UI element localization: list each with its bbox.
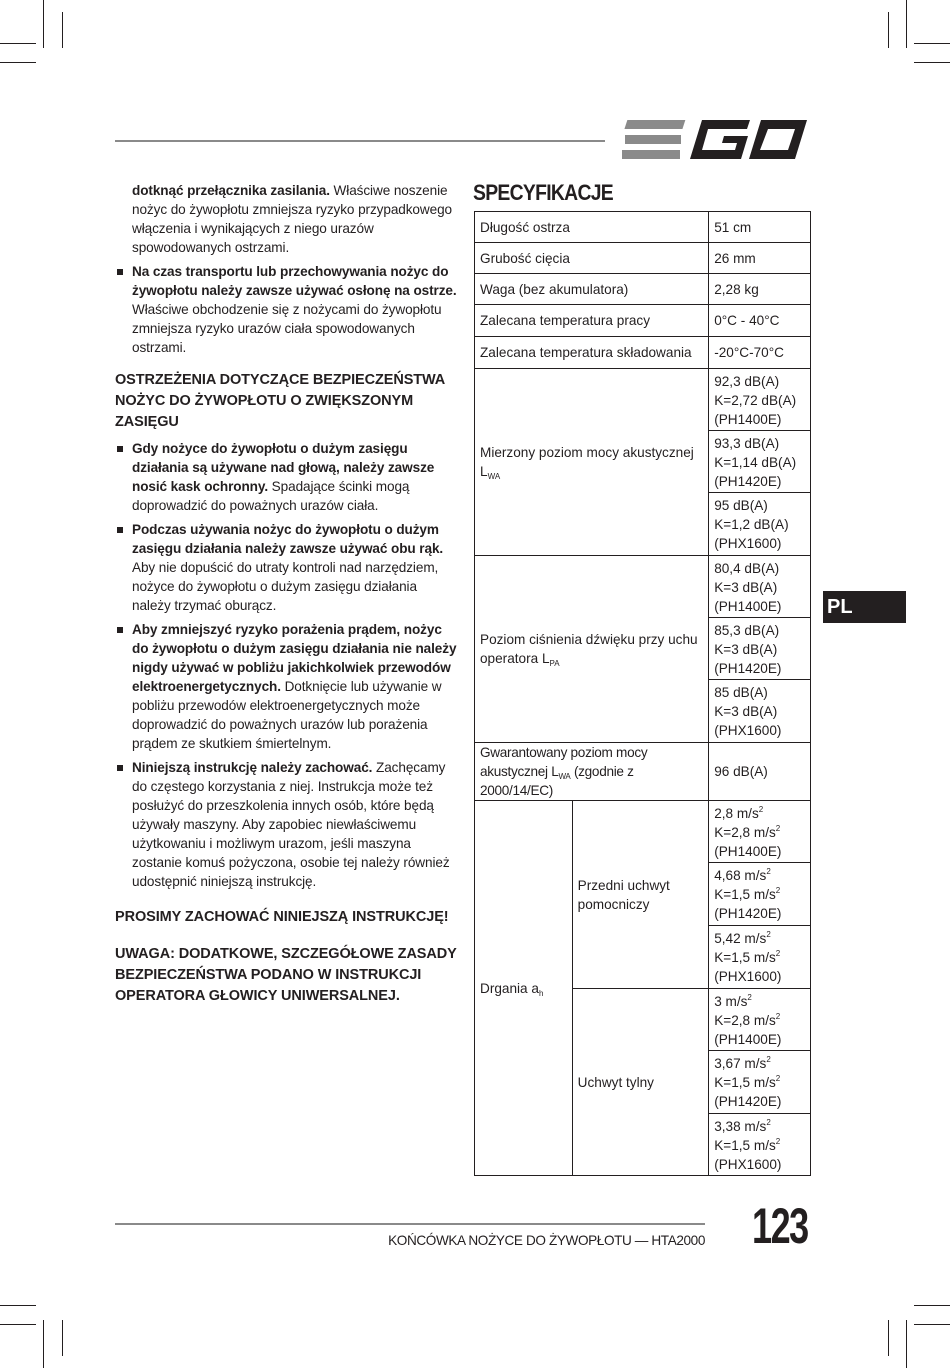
- unit-sup: 2: [766, 1055, 771, 1064]
- spec-value: [709, 618, 811, 680]
- spec-title: SPECYFIKACJE: [473, 180, 614, 205]
- spec-row: [475, 212, 811, 243]
- guaranteed-label-b: (zgodnie z 2000/14/EC): [480, 764, 634, 798]
- intro-text: Właściwe noszenie nożyc do żywopłotu zmniejsza ryzyko przypadkowego włączenia i wynikających z niego urazów spowodowanych ostrzami.: [132, 183, 452, 255]
- vibration-label-text: Drgania a: [480, 980, 539, 996]
- bullet-transport-bold: Na czas transportu lub przechowywania nożyc do żywopłotu należy zawsze używać osłonę na ostrze.: [132, 264, 457, 298]
- spec-value: 51 cm: [709, 212, 811, 243]
- intro-bold: dotknąć przełącznika zasilania.: [132, 183, 330, 198]
- unit-sup: 2: [775, 1011, 781, 1021]
- spec-value: [709, 863, 811, 926]
- intro-paragraph: [132, 181, 457, 257]
- value-text: 4,68 m/s: [714, 868, 767, 883]
- spec-label: Zalecana temperatura pracy: [475, 305, 709, 337]
- guaranteed-label: [475, 743, 709, 801]
- crop-mark: [914, 43, 950, 44]
- spec-row: [475, 274, 811, 305]
- language-tab: PL: [823, 591, 906, 623]
- unit-sup: 2: [775, 949, 781, 958]
- sound-power-label-text: Mierzony poziom mocy akustycznej L: [480, 445, 694, 479]
- value-line: (PH1400E): [714, 843, 782, 859]
- keep-instructions-heading: PROSIMY ZACHOWAĆ NINIEJSZĄ INSTRUKCJĘ!: [115, 909, 449, 925]
- value-text: 3,38 m/s: [714, 1118, 767, 1134]
- sound-power-label: [475, 369, 709, 556]
- value-text: 5,42 m/s: [714, 931, 767, 946]
- front-handle-label: Przedni uchwyt pomocniczy: [572, 801, 709, 989]
- value-line: K=3 dB(A): [714, 641, 778, 657]
- spec-value: 26 mm: [709, 243, 811, 274]
- section-heading: OSTRZEŻENIA DOTYCZĄCE BEZPIECZEŃSTWA NOŻYC DO ŻYWOPŁOTU O ZWIĘKSZONYM ZASIĘGU: [115, 372, 445, 430]
- value-line: 92,3 dB(A): [714, 373, 780, 389]
- spec-row: [475, 337, 811, 369]
- spec-value: [709, 1051, 811, 1114]
- guaranteed-label-sub: WA: [558, 772, 571, 781]
- spec-value: [709, 493, 811, 556]
- value-line: (PH1400E): [714, 1031, 782, 1047]
- crop-mark: [43, 0, 44, 48]
- bullet-transport-text: Właściwe obchodzenie się z nożycami do żywopłotu zmniejsza ryzyko urazów ciała spowodowanych ostrzami.: [132, 302, 442, 355]
- unit-sup: 2: [775, 886, 781, 895]
- unit-sup: 2: [747, 992, 752, 1002]
- crop-mark: [0, 1324, 36, 1325]
- value-line: [714, 804, 805, 823]
- spec-value: -20°C-70°C: [709, 337, 811, 369]
- crop-mark: [43, 1320, 44, 1368]
- crop-mark: [914, 1324, 950, 1325]
- value-line: 95 dB(A): [714, 498, 768, 513]
- spec-value: [709, 989, 811, 1051]
- crop-mark: [914, 1305, 950, 1306]
- value-line: K=2,72 dB(A): [714, 392, 797, 408]
- value-text: 3 m/s: [714, 993, 748, 1009]
- crop-mark: [0, 62, 36, 63]
- value-text: K=2,8 m/s: [714, 1012, 776, 1028]
- value-line: (PHX1600): [714, 536, 782, 551]
- spec-value: 2,28 kg: [709, 274, 811, 305]
- spec-label: Waga (bez akumulatora): [475, 274, 709, 305]
- value-line: 85 dB(A): [714, 685, 768, 700]
- sound-pressure-label-sub: PA: [549, 659, 560, 668]
- crop-mark: [906, 1320, 907, 1368]
- spec-row: [475, 305, 811, 337]
- bullet-keep-manual-text: Zachęcamy do częstego korzystania z niej. Instrukcja może też posłużyć do przeszkolenia innych osób, które będą używały maszyny. Aby zapobiec niewłaściwemu użytkowaniu i możliwym urazom, jeśli maszyna zostanie komuś pożyczona, osobie tej należy również udostępnić niniejszą instrukcję.: [132, 760, 450, 889]
- value-line: 80,4 dB(A): [714, 560, 780, 576]
- value-text: K=1,5 m/s: [714, 1075, 776, 1090]
- spec-value: [709, 680, 811, 743]
- value-text: K=1,5 m/s: [714, 950, 776, 965]
- value-line: [714, 866, 805, 885]
- footer-rule: [115, 1223, 705, 1225]
- value-line: [714, 885, 805, 904]
- crop-mark: [62, 1320, 63, 1356]
- bullet-power-lines-bold: Aby zmniejszyć ryzyko porażenia prądem, nożyc do żywopłotu o dużym zasięgu działania nie należy nigdy używać w pobliżu jakichkolwiek przewodów elektroenergetycznych.: [132, 622, 457, 694]
- value-line: (PHX1600): [714, 969, 782, 984]
- bullet-helmet-text: Spadające ścinki mogą doprowadzić do poważnych urazów ciała.: [132, 479, 410, 513]
- value-text: K=1,5 m/s: [714, 1137, 776, 1153]
- unit-sup: 2: [766, 930, 771, 939]
- sound-power-label-sub: WA: [487, 472, 501, 481]
- spec-value: [709, 926, 811, 989]
- value-text: K=1,5 m/s: [714, 887, 776, 902]
- vibration-label: [475, 801, 573, 1176]
- bullet-two-hands: [115, 520, 457, 615]
- value-line: K=1,2 dB(A): [714, 517, 789, 532]
- bullet-helmet-bold: Gdy nożyce do żywopłotu o dużym zasięgu działania są używane nad głową, należy zawsze nosić kask ochronny.: [132, 441, 435, 494]
- crop-mark: [906, 0, 907, 48]
- note-heading: UWAGA: DODATKOWE, SZCZEGÓŁOWE ZASADY BEZPIECZEŃSTWA PODANO W INSTRUKCJI OPERATORA GŁOWICY UNIWERSALNEJ.: [115, 946, 457, 1004]
- bullet-power-lines: [115, 620, 457, 753]
- spec-row: [475, 801, 811, 863]
- safety-warnings-column: [115, 181, 457, 1013]
- value-line: [714, 992, 805, 1011]
- value-line: (PH1400E): [714, 598, 782, 614]
- bullet-transport: [115, 262, 457, 357]
- value-text: 3,67 m/s: [714, 1056, 767, 1071]
- spec-row: [475, 243, 811, 274]
- bullet-two-hands-bold: Podczas używania nożyc do żywopłotu o dużym zasięgu działania należy zawsze używać obu rąk.: [132, 522, 444, 556]
- spec-row: [475, 556, 811, 618]
- spec-table: [474, 211, 811, 1176]
- ego-logo-e: [622, 120, 685, 159]
- value-line: [714, 1073, 805, 1092]
- unit-sup: 2: [775, 1136, 781, 1146]
- spec-row: [475, 743, 811, 801]
- spec-value: 0°C - 40°C: [709, 305, 811, 337]
- crop-mark: [0, 1305, 36, 1306]
- unit-sup: 2: [766, 867, 771, 876]
- ego-logo-go: [690, 120, 807, 159]
- bullet-keep-manual-bold: Niniejszą instrukcję należy zachować.: [132, 760, 373, 775]
- spec-label: Zalecana temperatura składowania: [475, 337, 709, 369]
- bullet-power-lines-text: Dotknięcie lub używanie w pobliżu przewodów elektroenergetycznych może doprowadzić do poważnych urazów lub porażenia prądem ze skutkiem śmiertelnym.: [132, 679, 442, 751]
- spec-value: [709, 431, 811, 493]
- rear-handle-label: Uchwyt tylny: [572, 989, 709, 1176]
- header-rule: [115, 140, 605, 142]
- ego-logo: [622, 118, 810, 162]
- value-line: (PH1400E): [714, 411, 782, 427]
- spec-value: [709, 1114, 811, 1176]
- value-line: (PH1420E): [714, 660, 782, 676]
- spec-value: [709, 556, 811, 618]
- value-line: [714, 1117, 805, 1136]
- crop-mark: [888, 12, 889, 48]
- crop-mark: [914, 62, 950, 63]
- value-line: 85,3 dB(A): [714, 622, 780, 638]
- spec-label: Długość ostrza: [475, 212, 709, 243]
- spec-label: Grubość cięcia: [475, 243, 709, 274]
- footer-title: KOŃCÓWKA NOŻYCE DO ŻYWOPŁOTU — HTA2000: [388, 1233, 705, 1248]
- value-text: K=2,8 m/s: [714, 824, 776, 840]
- crop-mark: [62, 12, 63, 48]
- crop-mark: [888, 1320, 889, 1356]
- bullet-helmet: [115, 439, 457, 515]
- value-line: 93,3 dB(A): [714, 435, 780, 451]
- value-line: (PH1420E): [714, 473, 782, 489]
- bullet-keep-manual: [115, 758, 457, 891]
- value-line: (PHX1600): [714, 723, 782, 738]
- spec-row: [475, 369, 811, 431]
- value-line: [714, 948, 805, 967]
- value-line: [714, 1011, 805, 1030]
- value-text: 2,8 m/s: [714, 805, 759, 821]
- value-line: [714, 823, 805, 842]
- sound-pressure-label-text: Poziom ciśnienia dźwięku przy uchu operatora L: [480, 632, 698, 666]
- spec-value: 96 dB(A): [709, 743, 811, 801]
- crop-mark: [6, 0, 7, 48]
- unit-sup: 2: [766, 1117, 771, 1127]
- bullet-two-hands-text: Aby nie dopuścić do utraty kontroli nad narzędziem, nożyce do żywopłotu o dużym zasięgu działania należy trzymać oburącz.: [132, 560, 439, 613]
- unit-sup: 2: [775, 823, 781, 833]
- vibration-label-sub: h: [538, 988, 544, 998]
- value-line: [714, 1136, 805, 1155]
- spec-value: [709, 801, 811, 863]
- value-line: (PH1420E): [714, 1094, 782, 1109]
- page-number: 123: [752, 1198, 808, 1254]
- value-line: K=1,14 dB(A): [714, 454, 797, 470]
- spec-value: [709, 369, 811, 431]
- sound-pressure-label: [475, 556, 709, 743]
- unit-sup: 2: [775, 1074, 781, 1083]
- unit-sup: 2: [758, 804, 764, 814]
- value-line: (PHX1600): [714, 1156, 782, 1172]
- guaranteed-label-a: Gwarantowany poziom mocy akustycznej L: [480, 745, 648, 779]
- value-line: K=3 dB(A): [714, 704, 778, 719]
- value-line: [714, 1054, 805, 1073]
- value-line: (PH1420E): [714, 906, 782, 921]
- value-line: K=3 dB(A): [714, 579, 778, 595]
- value-line: [714, 929, 805, 948]
